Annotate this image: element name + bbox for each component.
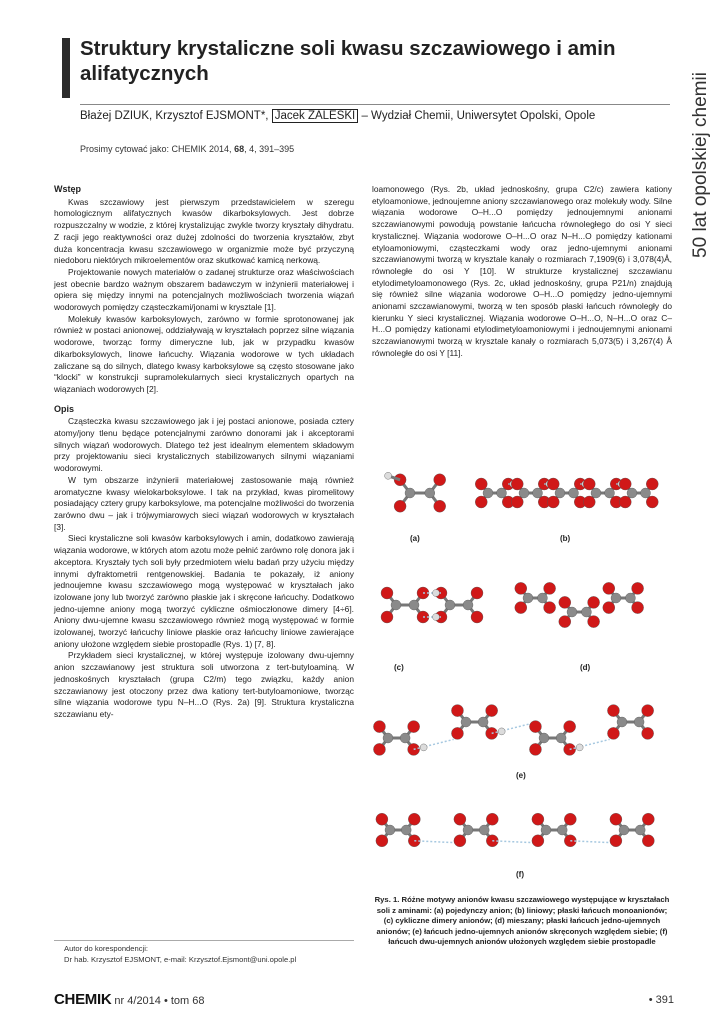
oxygen-atom <box>408 813 420 825</box>
text-column-left <box>54 184 354 721</box>
article-title: Struktury krystaliczne soli kwasu szczawiowego i amin alifatycznych <box>80 37 616 85</box>
oxygen-atom <box>376 813 388 825</box>
oxygen-atom <box>454 813 466 825</box>
oxygen-atom <box>381 587 393 599</box>
figure-label-d: (d) <box>580 663 591 672</box>
paragraph: Molekuły kwasów karboksylowych, zarówno w formie sprotonowanej jak również w postaci anionowej, oddziaływają w kryształach poprzez silne wiązania wodorowe, tworząc formy dimeryczne lub, jak w przypadku kwasów dikarboksylowych, linowe łańcuchy. Wiązania wodorowe w tych układach zaliczane są do silnych, dlatego kwasy karboksylowe są często stosowane jako “klocki” w konstrukcji supramolekularnych sieci krystalicznych opartych na wiązaniach wodorowych [2]. <box>54 313 354 394</box>
carbon-atom <box>483 488 493 498</box>
sidebar-series-label <box>681 40 721 290</box>
carbon-atom <box>625 593 635 603</box>
oxygen-atom <box>547 496 559 508</box>
figure-1 <box>368 455 678 880</box>
oxygen-atom <box>373 743 385 755</box>
oxygen-atom <box>642 835 654 847</box>
carbon-atom <box>400 733 410 743</box>
oxygen-atom <box>486 727 498 739</box>
authors-pre: Błażej DZIUK, Krzysztof EJSMONT*, <box>80 110 269 122</box>
hydrogen-atom <box>433 590 440 597</box>
authors-affiliation: – Wydział Chemii, Uniwersytet Opolski, Opole <box>361 110 596 122</box>
oxygen-atom <box>547 478 559 490</box>
oxygen-atom <box>588 596 600 608</box>
oxygen-atom <box>434 474 446 486</box>
oxygen-atom <box>408 721 420 733</box>
hydrogen-bond <box>492 841 536 843</box>
carbon-atom <box>617 717 627 727</box>
figure-caption: Rys. 1. Różne motywy anionów kwasu szczawiowego występujące w kryształach soli z aminami: (a) pojedynczy anion; (b) liniowy; płaski łańcuch monoanionów; (c) cykliczne dimery anionów; (d) mieszany; płaski łańcuch jedno-ujemnych anionów; (e) łańcuch jedno-ujemnych anionów skręconych względem siebie; (f) łańcuch dwu-ujemnych anionów ułożonych względem siebie prostopadle <box>374 895 670 946</box>
carbon-atom <box>556 733 566 743</box>
title-accent-bar <box>62 38 70 98</box>
oxygen-atom <box>583 478 595 490</box>
oxygen-atom <box>529 743 541 755</box>
oxygen-atom <box>544 582 556 594</box>
paragraph: Kwas szczawiowy jest pierwszym przedstawicielem w szeregu homologicznym alifatycznych kwasów dikarboksylowych. Jest dobrze rozpuszczalny w wodzie, z której krystalizując zwykle tworzy kryształy dihydratu. Z racji jego reaktywności oraz dużej zdolności do tworzenia kryształów, zbyt duża koncentracja kwasu szczawiowego w organizmie może być przyczyną niedoboru niektórych mikroelementów oraz skutkować kamicą nerkową. <box>54 196 354 266</box>
oxygen-atom <box>511 496 523 508</box>
hydrogen-atom <box>433 614 440 621</box>
carbon-atom <box>539 733 549 743</box>
oxygen-atom <box>642 813 654 825</box>
carbon-atom <box>619 825 629 835</box>
oxygen-atom <box>511 478 523 490</box>
hydrogen-atom <box>420 744 427 751</box>
carbon-atom <box>461 717 471 727</box>
carbon-atom <box>463 825 473 835</box>
carbon-atom <box>634 717 644 727</box>
page-footer <box>54 991 674 1011</box>
oxygen-atom <box>454 835 466 847</box>
oxygen-atom <box>642 727 654 739</box>
carbon-atom <box>385 825 395 835</box>
oxygen-atom <box>408 743 420 755</box>
correspondence-contact: Dr hab. Krzysztof EJSMONT, e-mail: Krzysztof.Ejsmont@uni.opole.pl <box>64 954 297 964</box>
oxygen-atom <box>544 602 556 614</box>
oxygen-atom <box>559 596 571 608</box>
figure-label-c: (c) <box>394 663 404 672</box>
molecule-diagrams <box>368 455 678 880</box>
correspondence-label: Autor do korespondencji: <box>64 944 149 953</box>
figure-label-f: (f) <box>516 870 524 879</box>
oxygen-atom <box>603 602 615 614</box>
cite-prefix: Prosimy cytować jako: CHEMIK 2014, <box>80 144 232 154</box>
oxygen-atom <box>564 813 576 825</box>
oxygen-atom <box>471 611 483 623</box>
carbon-atom <box>611 593 621 603</box>
title-rule <box>80 104 670 105</box>
oxygen-atom <box>373 721 385 733</box>
oxygen-atom <box>475 478 487 490</box>
oxygen-atom <box>607 705 619 717</box>
paragraph: loamonowego (Rys. 2b, układ jednoskośny, grupa C2/c) zawiera kationy etyloamoniowe, jednoujemne aniony szczawianowego oraz molekuły wody. Silne wiązania wodorowe O–H...O pomiędzy jednoujemnymi anionami szczawianowymi powodują powstanie łańcucha równoległego do osi Y sieci krystalicznej. Wiązania wodorowe O–H...O oraz N–H...O pomiędzy kationami etyloamoniowymi, cząsteczkami wody oraz jedno-ujemnymi anionami szczawianowymi tworzą w krysztale kanały o rozmiarach 7,1909(6) i 3,078(4)Å, równoległe do osi Y [10]. W strukturze krystalicznej szczawianu etylodimetyloamonowego (Rys. 2c, układ jednoskośny, grupa P21/n) znajdują się również silne wiązania wodorowe O–H...O pomiędzy jedno-ujemnymi anionami szczawianowymi, tworzą w ten sposób płaski łańcuch równoległy do kierunku Y sieci krystalicznej. Wiązania wodorowe O–H...O, N–H...O oraz C–H...O pomiędzy kationami etylodimetyloamoniowymi i jednoujemnymi anionami szczawianowymi tworzą w krysztale kanały o rozmiarach 5,073(5) i 3,267(4) Å równoległe do osi Y [11]. <box>372 184 672 358</box>
oxygen-atom <box>607 727 619 739</box>
oxygen-atom <box>376 835 388 847</box>
carbon-atom <box>635 825 645 835</box>
carbon-atom <box>405 488 415 498</box>
oxygen-atom <box>532 813 544 825</box>
oxygen-atom <box>619 478 631 490</box>
carbon-atom <box>533 488 543 498</box>
carbon-atom <box>409 600 419 610</box>
journal-brand: CHEMIK <box>54 991 112 1008</box>
oxygen-atom <box>394 500 406 512</box>
carbon-atom <box>537 593 547 603</box>
oxygen-atom <box>515 602 527 614</box>
carbon-atom <box>478 717 488 727</box>
carbon-atom <box>497 488 507 498</box>
hydrogen-bond <box>570 841 614 843</box>
authors-line <box>80 110 595 122</box>
section-heading-intro: Wstęp <box>54 184 81 194</box>
oxygen-atom <box>486 813 498 825</box>
oxygen-atom <box>471 587 483 599</box>
cite-suffix: , 4, 391–395 <box>244 144 295 154</box>
oxygen-atom <box>486 705 498 717</box>
hydrogen-atom <box>576 744 583 751</box>
oxygen-atom <box>583 496 595 508</box>
carbon-atom <box>555 488 565 498</box>
oxygen-atom <box>632 602 644 614</box>
oxygen-atom <box>610 813 622 825</box>
paragraph: Projektowanie nowych materiałów o zadanej strukturze oraz właściwościach jest obecnie bardzo ważnym obszarem badawczym w inżynierii materiałowej i opiera się między innymi na potencjalnych możliwościach tworzenia wiązań wodorowych pomiędzy cząsteczkami/jonami w krysztale [1]. <box>54 266 354 313</box>
carbon-atom <box>641 488 651 498</box>
sidebar-text: 50 lat opolskiej chemii <box>690 72 711 258</box>
carbon-atom <box>383 733 393 743</box>
oxygen-atom <box>532 835 544 847</box>
oxygen-atom <box>588 616 600 628</box>
carbon-atom <box>391 600 401 610</box>
oxygen-atom <box>610 835 622 847</box>
carbon-atom <box>557 825 567 835</box>
correspondence-box <box>54 940 354 965</box>
carbon-atom <box>463 600 473 610</box>
carbon-atom <box>519 488 529 498</box>
oxygen-atom <box>451 705 463 717</box>
oxygen-atom <box>642 705 654 717</box>
carbon-atom <box>425 488 435 498</box>
carbon-atom <box>627 488 637 498</box>
citation-line <box>80 144 294 154</box>
carbon-atom <box>569 488 579 498</box>
oxygen-atom <box>646 478 658 490</box>
figure-label-b: (b) <box>560 534 571 543</box>
oxygen-atom <box>381 611 393 623</box>
paragraph: W tym obszarze inżynierii materiałowej zastosowanie mają również aromatyczne kwasy wielokarboksylowe. I tak na przykład, kwas piromelitowy posiadający cztery grupy karboksylowe, ma potencjalne możliwości do tworzenia zarówno dwu – jak i trójwymiarowych sieci wiązań wodorowych w kryształach [3]. <box>54 474 354 532</box>
figure-label-e: (e) <box>516 771 526 780</box>
carbon-atom <box>567 607 577 617</box>
hydrogen-atom <box>498 728 505 735</box>
oxygen-atom <box>475 496 487 508</box>
cite-volume: 68 <box>234 144 245 154</box>
oxygen-atom <box>632 582 644 594</box>
paragraph: Przykładem sieci krystalicznej, w której występuje izolowany dwu-ujemny anion szczawianowy jest struktura soli utworzona z tert-butyloaminą. W jednoskośnych kryształach (grupa C2/m) tego związku, każdy anion szczawianowy jest otoczony przez dwa kationy tert-butyloamoniowe, tworząc silne wiązania wodorowe typu N–H...O (Rys. 2a) [9]. Struktura krystaliczna szczawianu ety- <box>54 650 354 719</box>
oxygen-atom <box>646 496 658 508</box>
oxygen-atom <box>564 721 576 733</box>
oxygen-atom <box>603 582 615 594</box>
figure-label-a: (a) <box>410 534 420 543</box>
carbon-atom <box>605 488 615 498</box>
oxygen-atom <box>559 616 571 628</box>
carbon-atom <box>523 593 533 603</box>
carbon-atom <box>479 825 489 835</box>
oxygen-atom <box>529 721 541 733</box>
section-heading-opis: Opis <box>54 403 75 414</box>
carbon-atom <box>541 825 551 835</box>
page-number: • 391 <box>648 994 674 1006</box>
paragraph: Sieci krystaliczne soli kwasów karboksylowych i amin, dodatkowo zawierają wiązania wodorowe, w których atom azotu może pełnić zarówno rolę donora jak i akceptora. Kryształy tych soli były przedmiotem wielu badań przy użyciu między innymi dyfraktometrii rentgenowskiej. Badania te pokazały, iż aniony jednoujemne kwasu szczawiowego mogą występować w kryształach jako izolowane jony lub tworzyć zarówno płaskie jak i skręcone łańcuchy. Dodatkowo jedno-ujemne aniony mogą tworzyć cykliczne ośmioczłonowe dimery [4÷6]. Aniony dwu-ujemne kwasu szczawiowego również mogą występować w formie izolowanej, tworzyć łańcuchy liniowe płaskie oraz łańcuchy liniowe zawierające aniony ułożone względem siebie prostopadle (Rys. 1) [7, 8]. <box>54 533 354 649</box>
carbon-atom <box>581 607 591 617</box>
hydrogen-bond <box>414 841 458 843</box>
oxygen-atom <box>619 496 631 508</box>
author-boxed: Jacek ZALESKI <box>272 109 359 123</box>
text-column-right <box>372 184 672 360</box>
paragraph: Cząsteczka kwasu szczawiowego jak i jej postaci anionowe, posiada cztery atomy/jony tlenu będące potencjalnymi zarówno donorami jak i akceptorami silnych wiązań wodorowych. Dlatego też jest idealnym elementem składowym przy projektowaniu sieci krystalicznych stabilizowanych silnymi wiązaniami wodorowymi. <box>54 416 354 474</box>
oxygen-atom <box>451 727 463 739</box>
oxygen-atom <box>434 500 446 512</box>
oxygen-atom <box>515 582 527 594</box>
journal-issue: nr 4/2014 • tom 68 <box>111 995 205 1007</box>
hydrogen-atom <box>385 472 392 479</box>
carbon-atom <box>401 825 411 835</box>
carbon-atom <box>445 600 455 610</box>
carbon-atom <box>591 488 601 498</box>
